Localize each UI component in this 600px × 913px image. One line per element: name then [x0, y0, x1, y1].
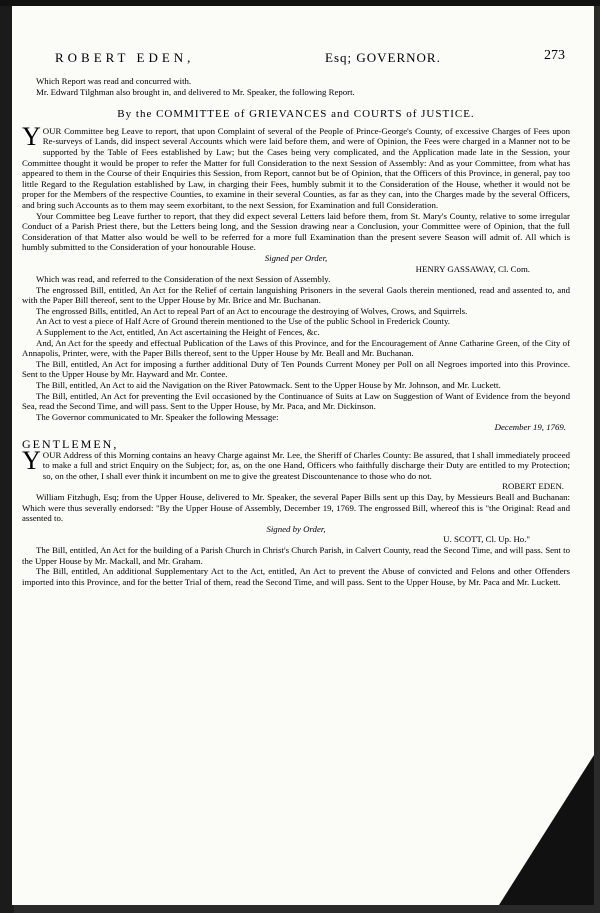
paragraph: The Bill, entitled, An Act for the building of a Parish Church in Christ's Church Parish, in Calvert County, read the Second Time, and will pass. Sent to the Upper House by Mr. Mackall, and Mr. Graham.	[22, 544, 570, 566]
paragraph: Your Committee beg Leave further to report, that they did expect several Letters laid before them, from St. Mary's County, relative to some irregular Conduct of a Parish Priest there, but the Letters being long, and the Session drawing near a Conclusion, your Committee were of Opinion, that the full Consideration of that Matter also would be well to be referred for a more full Examination than the present severe Season will admit of. All which is humbly submitted to the Consideration of your honourable House.	[22, 210, 570, 253]
section-heading: By the COMMITTEE of GRIEVANCES and COURTS of JUSTICE.	[117, 108, 475, 121]
signature: HENRY GASSAWAY, Cl. Com.	[415, 263, 530, 274]
paragraph: Which was read, and referred to the Consideration of the next Session of Assembly.	[36, 274, 331, 285]
paragraph: The Bill, entitled, An Act for imposing a further additional Duty of Ten Pounds Current Money per Poll on all Negroes imported into this Province. Sent to the Upper House by Mr. Hayward and Mr. Contee.	[22, 358, 570, 380]
paragraph: And, An Act for the speedy and effectual Publication of the Laws of this Province, and for the Encouragement of Anne Catharine Green, of the City of Annapolis, Printer, were, with the Paper Bills thereof, sent to the Upper House by Mr. Beall and Mr. Buchanan.	[22, 337, 570, 359]
paragraph: Mr. Edward Tilghman also brought in, and delivered to Mr. Speaker, the following Report.	[36, 86, 355, 97]
header-name: ROBERT EDEN,	[55, 50, 195, 65]
header-title: Esq; GOVERNOR.	[325, 50, 441, 65]
paragraph: A Supplement to the Act, entitled, An Act ascertaining the Height of Fences, &c.	[36, 327, 320, 338]
page-number: 273	[544, 48, 565, 63]
salutation: GENTLEMEN,	[22, 437, 119, 451]
page-corner-fold	[499, 755, 594, 905]
paragraph: The engrossed Bill, entitled, An Act for the Relief of certain languishing Prisoners in the several Gaols therein mentioned, read and assented to, and with the Paper Bill thereof, sent to the Upper House by Mr. Brice and Mr. Buchanan.	[22, 284, 570, 306]
governor-signature: ROBERT EDEN.	[502, 481, 564, 492]
document-body	[22, 76, 570, 587]
paragraph: William Fitzhugh, Esq; from the Upper House, delivered to Mr. Speaker, the several Paper Bills sent up this Day, by Messieurs Beall and Buchanan: Which were thus severally endorsed: "By the Upper House of Assembly, December 19, 1769. The engrossed Bill, whereof this is "the Original: Read and assented to.	[22, 491, 570, 524]
message-paragraph: YOUR Address of this Morning contains an heavy Charge against Mr. Lee, the Sheriff of Charles County: Be assured, that I shall immediately proceed to make a full and strict Enquiry on the Subject; for, as, on the one Hand, Officers who faithfully discharge their Duty are entitled to my Protection; so, on the other, I shall ever think it incumbent on me to give the greatest Discountenance to those who do not.	[22, 445, 570, 481]
message-date: December 19, 1769.	[494, 422, 566, 433]
signed-line: Signed per Order,	[264, 252, 328, 263]
report-paragraph: YOUR Committee beg Leave to report, that upon Complaint of several of the People of Prince-George's County, of excessive Charges of Fees upon Re-surveys of Lands, did inspect several Accounts which were laid before them, and were of Opinion, the Fees were charged in a Manner not to be supported by the Table of Fees established by Law; but the Cases being very complicated, and the Application made late in the Session, your Committee thought it would be proper to refer the Matter for full Consideration to the next Session of Assembly: And as your Committee, from what has appeared to them in the Course of their Enquiries this Session, from Report, cannot but be of Opinion, that the Officers of this Province, in general, pay too little Regard to the Regulation established by Law, in charging their Fees, humbly submit it to the Consideration of the House, whether it would not be proper for the Members of the respective Counties, to examine in their several Counties, as far as they can, into the Charges made by the several Officers, and bring such Accounts as to them may seem exorbitant, to the next Session, for Examination and full Consideration.	[22, 121, 570, 210]
paragraph: The Bill, entitled, An Act for preventing the Evil occasioned by the Continuance of Suits at Law on Suggestion of Want of Evidence from the beyond Sea, read the Second Time, and will pass. Sent to the Upper House, by Mr. Paca, and Mr. Dickinson.	[22, 390, 570, 412]
paragraph: The Bill, entitled, An Act to aid the Navigation on the River Patowmack. Sent to the Upper House by Mr. Johnson, and Mr. Luckett.	[36, 380, 501, 391]
paragraph: An Act to vest a piece of Half Acre of Ground therein mentioned to the Use of the public School in Frederick County.	[36, 316, 450, 327]
paragraph: The engrossed Bills, entitled, An Act to repeal Part of an Act to encourage the destroying of Wolves, Crows, and Squirrels.	[36, 305, 468, 316]
signature: U. SCOTT, Cl. Up. Ho."	[443, 534, 530, 545]
running-header	[55, 50, 565, 70]
signed-line: Signed by Order,	[266, 523, 326, 534]
paragraph: The Bill, entitled, An additional Supplementary Act to the Act, entitled, An Act to prevent the Abuse of convicted and Felons and other Offenders imported into this Province, and for the better Trial of them, read the Second Time, and will pass. Sent to the Upper House, by Mr. Paca and Mr. Luckett.	[22, 566, 570, 587]
paragraph: Which Report was read and concurred with.	[36, 76, 192, 86]
scan-top-shadow	[0, 0, 600, 6]
paragraph: The Governor communicated to Mr. Speaker the following Message:	[36, 411, 279, 422]
